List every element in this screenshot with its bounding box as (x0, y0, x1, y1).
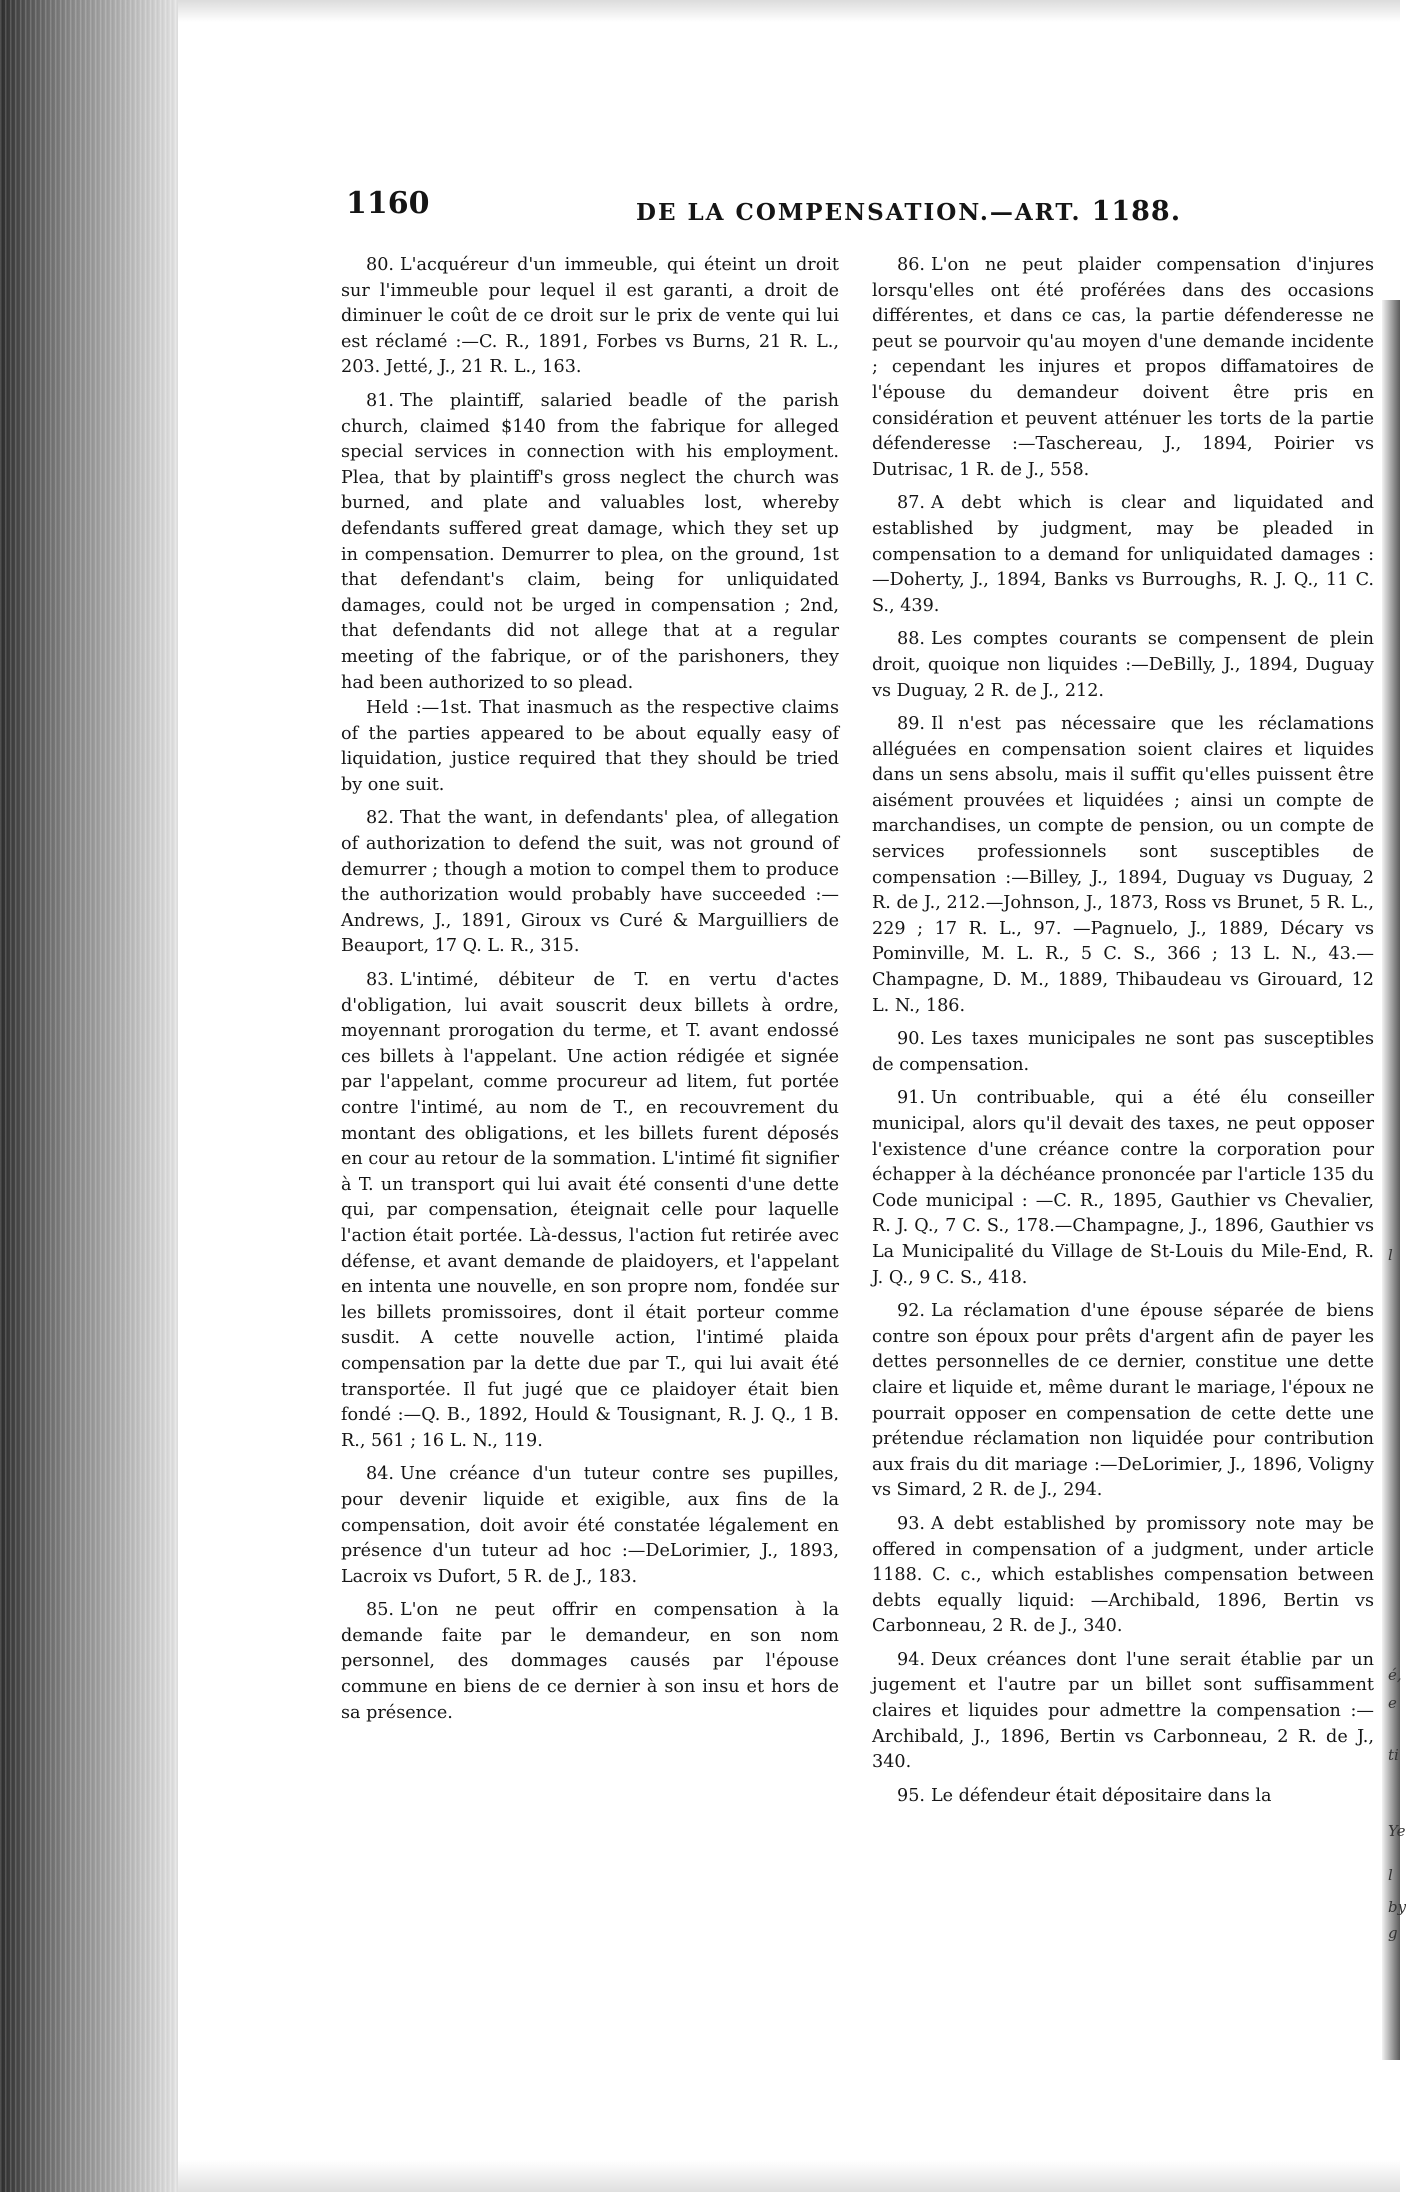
paragraph-text: L'on ne peut plaider compensation d'injures lorsqu'elles ont été proférées dans des occasions différentes, et dans ce cas, la partie défenderesse ne peut se pourvoir qu'au moyen d'une demande incidente ; cependant les injures et propos diffamatoires de l'épouse du demandeur doivent être pris en considération et peuvent atténuer les torts de la partie défenderesse :—Taschereau, J., 1894, Poirier vs Dutrisac, 1 R. de J., 558. (872, 255, 1374, 480)
paragraph-number: 95. (897, 1785, 925, 1806)
page-right-edge (1382, 300, 1400, 2060)
paragraph-text: Il n'est pas nécessaire que les réclamations alléguées en compensation soient claires et liquides dans un sens absolu, mais il suffit qu'elles puissent être aisément prouvées et liquidées ; ainsi un compte de marchandises, un compte de pension, ou un compte de services professionnels sont susceptibles de compensation :—Billey, J., 1894, Duguay vs Duguay, 2 R. de J., 212.—Johnson, J., 1873, Ross vs Brunet, 5 R. L., 229 ; 17 R. L., 97. —Pagnuelo, J., 1889, Décary vs Pominville, M. L. R., 5 C. S., 366 ; 13 L. N., 43.—Champagne, D. M., 1889, Thibaudeau vs Girouard, 12 L. N., 186. (872, 714, 1374, 1016)
paragraph-text: Les taxes municipales ne sont pas susceptibles de compensation. (872, 1029, 1374, 1075)
paragraph-number: 94. (897, 1649, 925, 1670)
paragraph-number: 80. (366, 255, 394, 275)
paragraph-81-held (341, 696, 839, 798)
paragraph-text: L'acquéreur d'un immeuble, qui éteint un droit sur l'immeuble pour lequel il est garanti, a droit de diminuer le coût de ce droit sur le prix de vente qui lui est réclamé :—C. R., 1891, Forbes vs Burns, 21 R. L., 203. Jetté, J., 21 R. L., 163. (341, 255, 839, 378)
paragraph-number: 83. (366, 970, 394, 991)
edge-fragment: e (1388, 1694, 1397, 1712)
edge-fragment: by (1388, 1898, 1406, 1916)
paragraph-number: 92. (897, 1301, 925, 1322)
page-top-shadow (178, 0, 1400, 22)
paragraph-number: 91. (897, 1088, 925, 1109)
paragraph-87 (872, 491, 1374, 619)
edge-fragment: l (1388, 1246, 1393, 1264)
edge-fragment: l (1388, 1866, 1393, 1884)
paragraph-text: A debt which is clear and liquidated and established by judgment, may be pleaded in compensation to a demand for unliquidated damages :—Doherty, J., 1894, Banks vs Burroughs, R. J. Q., 11 C. S., 439. (872, 493, 1374, 616)
paragraph-text: Deux créances dont l'une serait établie par un jugement et l'autre par un billet sont suffisamment claires et liquides pour admettre la compensation :—Archibald, J., 1896, Bertin vs Carbonneau, 2 R. de J., 340. (872, 1649, 1374, 1773)
paragraph-text: Le défendeur était dépositaire dans la (930, 1785, 1272, 1806)
edge-fragment: é, (1388, 1666, 1402, 1684)
paragraph-81 (341, 389, 839, 696)
paragraph-number: 88. (897, 629, 925, 650)
left-column (341, 253, 839, 1734)
paragraph-number: 85. (366, 1600, 394, 1621)
paragraph-89 (872, 712, 1374, 1019)
paragraph-text: Une créance d'un tuteur contre ses pupilles, pour devenir liquide et exigible, aux fins de la compensation, doit avoir été constatée légalement en présence d'un tuteur ad hoc :—DeLorimier, J., 1893, Lacroix vs Dufort, 5 R. de J., 183. (341, 1464, 839, 1587)
paragraph-number: 87. (897, 493, 925, 514)
paragraph-82 (341, 806, 839, 960)
running-head-article: 1188. (1091, 196, 1182, 227)
edge-fragment: Ye (1388, 1822, 1406, 1840)
paragraph-88 (872, 627, 1374, 704)
running-head (636, 196, 1181, 227)
paragraph-text: Held :—1st. That inasmuch as the respective claims of the parties appeared to be about equally easy of liquidation, justice required that they should be tried by one suit. (341, 698, 839, 795)
book-spine-gutter (0, 0, 178, 2192)
paragraph-90 (872, 1027, 1374, 1078)
paragraph-85 (341, 1598, 839, 1726)
page-bottom-edge (178, 2160, 1400, 2192)
paragraph-text: The plaintiff, salaried beadle of the parish church, claimed $140 from the fabrique for alleged special services in connection with his employment. Plea, that by plaintiff's gross neglect the church was burned, and plate and valuables lost, whereby defendants suffered great damage, which they set up in compensation. Demurrer to plea, on the ground, 1st that defendant's claim, being for unliquidated damages, could not be urged in compensation ; 2nd, that defendants did not allege that at a regular meeting of the fabrique, or of the parishoners, they had been authorized to so plead. (341, 390, 839, 693)
paragraph-84 (341, 1462, 839, 1590)
paragraph-number: 81. (366, 390, 394, 411)
paragraph-number: 84. (366, 1464, 394, 1485)
paragraph-93 (872, 1512, 1374, 1640)
paragraph-83 (341, 968, 839, 1454)
paragraph-number: 89. (897, 714, 925, 735)
paragraph-86 (872, 253, 1374, 483)
paragraph-number: 86. (897, 255, 925, 275)
edge-fragment: ti (1388, 1746, 1399, 1764)
paragraph-text: That the want, in defendants' plea, of allegation of authorization to defend the suit, was not ground of demurrer ; though a motion to compel them to produce the authorization would probably have succeeded :—Andrews, J., 1891, Giroux vs Curé & Marguilliers de Beauport, 17 Q. L. R., 315. (341, 808, 839, 957)
paragraph-text: La réclamation d'une épouse séparée de biens contre son époux pour prêts d'argent afin de payer les dettes personnelles de ce dernier, constitue une dette claire et liquide et, même durant le mariage, l'époux ne pourrait opposer en compensation de cette dette une prétendue réclamation non liquidée pour contribution aux frais du dit mariage :—DeLorimier, J., 1896, Voligny vs Simard, 2 R. de J., 294. (872, 1301, 1374, 1501)
running-head-title: DE LA COMPENSATION.—ART. (636, 199, 1082, 226)
paragraph-text: L'on ne peut offrir en compensation à la demande faite par le demandeur, en son nom personnel, des dommages causés par l'épouse commune en biens de ce dernier à son insu et hors de sa présence. (341, 1600, 839, 1723)
paragraph-text: Les comptes courants se compensent de plein droit, quoique non liquides :—DeBilly, J., 1894, Duguay vs Duguay, 2 R. de J., 212. (872, 629, 1374, 701)
paragraph-number: 93. (897, 1513, 925, 1534)
paragraph-91 (872, 1086, 1374, 1291)
paragraph-text: L'intimé, débiteur de T. en vertu d'actes d'obligation, lui avait souscrit deux billets à ordre, moyennant prorogation du terme, et T. avant endossé ces billets à l'appelant. Une action rédigée et signée par l'appelant, comme procureur ad litem, fut portée contre l'intimé, au nom de T., en recouvrement du montant des obligations, et les billets furent déposés en cour au retour de la sommation. L'intimé fit signifier à T. un transport qui lui avait été consenti d'une dette qui, par compensation, éteignait celle pour laquelle l'action était portée. Là-dessus, l'action fut retirée avec défense, et avant demande de plaidoyers, et l'appelant en intenta une nouvelle, en son propre nom, fondée sur les billets promissoires, dont il était porteur comme susdit. A cette nouvelle action, l'intimé plaida compensation par la dette due par T., qui lui avait été transportée. Il fut jugé que ce plaidoyer était bien fondé :—Q. B., 1892, Hould & Tousignant, R. J. Q., 1 B. R., 561 ; 16 L. N., 119. (341, 970, 839, 1451)
right-column (872, 253, 1374, 1817)
paragraph-text: A debt established by promissory note may be offered in compensation of a judgment, under article 1188. C. c., which establishes compensation between debts equally liquid: —Archibald, 1896, Bertin vs Carbonneau, 2 R. de J., 340. (872, 1513, 1374, 1637)
paragraph-92 (872, 1299, 1374, 1504)
edge-fragment: g (1388, 1924, 1398, 1942)
paragraph-number: 90. (897, 1029, 925, 1050)
paragraph-94 (872, 1648, 1374, 1776)
paragraph-text: Un contribuable, qui a été élu conseiller municipal, alors qu'il devait des taxes, ne peut opposer l'existence d'une créance contre la corporation pour échapper à la déchéance prononcée par l'article 135 du Code municipal : —C. R., 1895, Gauthier vs Chevalier, R. J. Q., 7 C. S., 178.—Champagne, J., 1896, Gauthier vs La Municipalité du Village de St-Louis du Mile-End, R. J. Q., 9 C. S., 418. (872, 1088, 1374, 1288)
page-number: 1160 (346, 186, 430, 221)
paragraph-95 (872, 1784, 1374, 1810)
paragraph-number: 82. (366, 808, 394, 829)
paragraph-80 (341, 253, 839, 381)
